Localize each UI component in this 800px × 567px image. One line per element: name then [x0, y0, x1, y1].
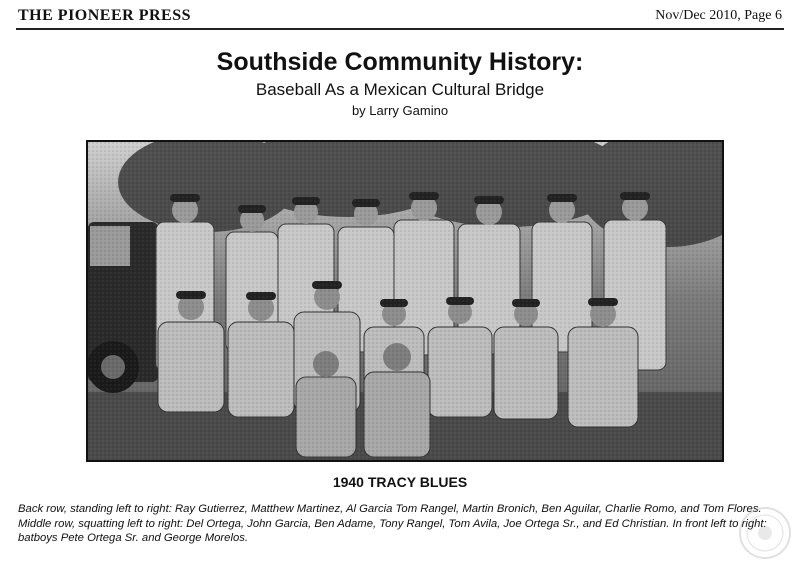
team-photo: [86, 140, 724, 462]
team-photo-icon: [88, 142, 722, 460]
caption-title: 1940 TRACY BLUES: [332, 474, 468, 490]
seal-watermark-icon: [736, 506, 794, 560]
article-subtitle: Baseball As a Mexican Cultural Bridge: [255, 80, 545, 99]
paper-name: THE PIONEER PRESS: [18, 7, 191, 24]
issue-info: Nov/Dec 2010, Page 6: [655, 8, 782, 23]
masthead: [16, 6, 784, 30]
article-byline: by Larry Gamino: [351, 103, 449, 118]
caption-body: Back row, standing left to right: Ray Gutierrez, Matthew Martinez, Al Garcia Tom Rangel, Martin Bronich, Ben Aguilar, Charlie Romo, and Tom Flores. Middle row, squatting left to right: Del Ortega, John Garcia, Ben Adame, Tony Rangel, Tom Avila, Joe Ortega Sr., and Ed Christian. In front left to right: batboys Pete Ortega Sr. and George Morelos.: [18, 503, 767, 544]
article-headline: Southside Community History:: [216, 48, 584, 76]
